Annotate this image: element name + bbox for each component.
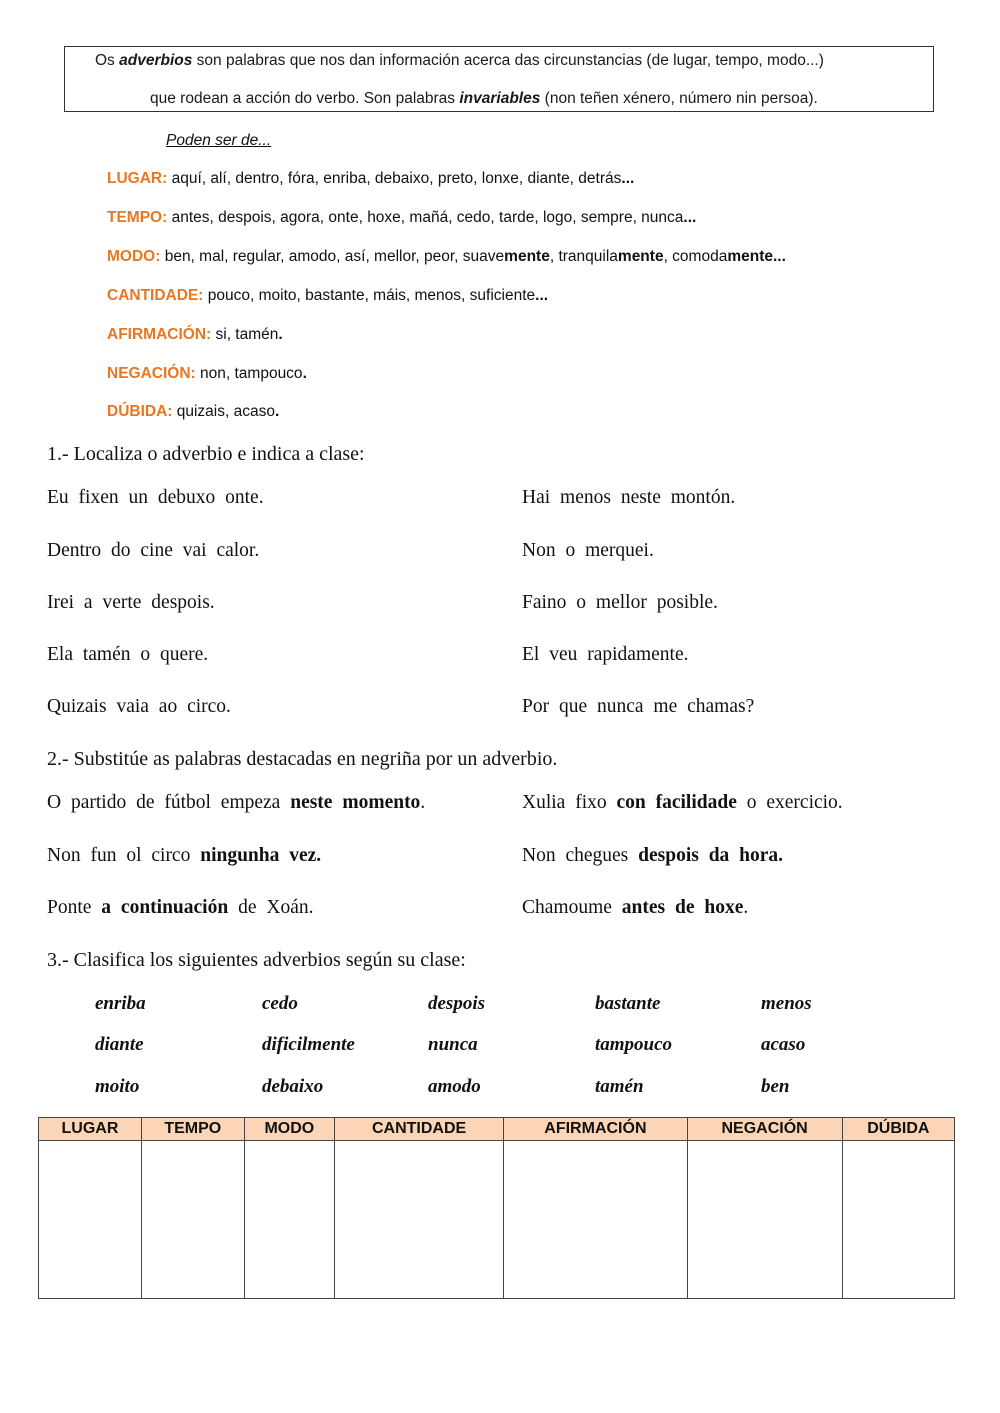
ex1-sentence: El veu rapidamente. (522, 644, 689, 665)
definition-line-1: Os adverbios son palabras que nos dan información acerca das circunstancias (de lugar, tempo, modo...) (95, 52, 824, 69)
exercise-3-title: 3.- Clasifica los siguientes adverbios según su clase: (47, 949, 466, 971)
table-row (39, 1141, 955, 1299)
adverb-word: enriba (95, 993, 146, 1014)
header-dubida: DÚBIDA (842, 1118, 954, 1141)
highlighted-phrase: ningunha vez. (200, 845, 322, 866)
ex1-sentence: Hai menos neste montón. (522, 487, 736, 508)
ex1-sentence: Eu fixen un debuxo onte. (47, 487, 264, 508)
adverb-word: diante (95, 1034, 144, 1055)
header-tempo: TEMPO (141, 1118, 244, 1141)
class-modo: MODO: ben, mal, regular, amodo, así, mellor, peor, suavemente, tranquilamente, comodamente... (107, 248, 786, 265)
header-modo: MODO (244, 1118, 334, 1141)
answer-cell-tempo[interactable] (141, 1141, 244, 1299)
header-cantidade: CANTIDADE (334, 1118, 503, 1141)
adverb-word: dificilmente (262, 1034, 355, 1055)
adverb-word: amodo (428, 1076, 481, 1097)
answer-cell-afirmacion[interactable] (504, 1141, 687, 1299)
adverb-word: tamén (595, 1076, 644, 1097)
answer-cell-negacion[interactable] (687, 1141, 842, 1299)
header-negacion: NEGACIÓN (687, 1118, 842, 1141)
ex1-sentence: Quizais vaia ao circo. (47, 696, 231, 717)
answer-cell-cantidade[interactable] (334, 1141, 503, 1299)
adverb-word: moito (95, 1076, 140, 1097)
highlighted-phrase: antes de hoxe (621, 897, 744, 918)
adverb-word: ben (761, 1076, 790, 1097)
ex2-sentence: O partido de fútbol empeza neste momento. (47, 792, 426, 813)
header-lugar: LUGAR (39, 1118, 142, 1141)
ex1-sentence: Non o merquei. (522, 540, 654, 561)
highlighted-phrase: con facilidade (616, 792, 737, 813)
adverb-word: nunca (428, 1034, 478, 1055)
ex2-sentence: Xulia fixo con facilidade o exercicio. (522, 792, 843, 813)
poden-ser-heading: Poden ser de... (166, 132, 272, 149)
table-header-row (39, 1118, 955, 1141)
class-dubida: DÚBIDA: quizais, acaso. (107, 403, 280, 420)
highlighted-phrase: neste momento (290, 792, 421, 813)
class-tempo: TEMPO: antes, despois, agora, onte, hoxe, mañá, cedo, tarde, logo, sempre, nunca... (107, 209, 697, 226)
class-cantidade: CANTIDADE: pouco, moito, bastante, máis, menos, suficiente... (107, 287, 549, 304)
class-lugar: LUGAR: aquí, alí, dentro, fóra, enriba, debaixo, preto, lonxe, diante, detrás... (107, 170, 635, 187)
ex1-sentence: Irei a verte despois. (47, 592, 215, 613)
term-invariables: invariables (459, 90, 541, 107)
adverb-word: despois (428, 993, 485, 1014)
highlighted-phrase: despois da hora. (638, 845, 784, 866)
ex2-sentence: Non fun ol circo ningunha vez. (47, 845, 322, 866)
answer-cell-dubida[interactable] (842, 1141, 954, 1299)
adverb-word: debaixo (262, 1076, 324, 1097)
ex2-sentence: Ponte a continuación de Xoán. (47, 897, 314, 918)
adverb-word: menos (761, 993, 812, 1014)
definition-line-2: que rodean a acción do verbo. Son palabras invariables (non teñen xénero, número nin persoa). (150, 90, 818, 107)
adverb-word: bastante (595, 993, 661, 1014)
ex1-sentence: Por que nunca me chamas? (522, 696, 755, 717)
term-adverbios: adverbios (119, 52, 193, 69)
answer-cell-lugar[interactable] (39, 1141, 142, 1299)
exercise-2-title: 2.- Substitúe as palabras destacadas en negriña por un adverbio. (47, 748, 558, 770)
header-afirmacion: AFIRMACIÓN (504, 1118, 687, 1141)
adverb-word: acaso (761, 1034, 806, 1055)
answer-cell-modo[interactable] (244, 1141, 334, 1299)
ex1-sentence: Dentro do cine vai calor. (47, 540, 260, 561)
highlighted-phrase: a continuación (101, 897, 229, 918)
adverb-word: cedo (262, 993, 298, 1014)
ex2-sentence: Non chegues despois da hora. (522, 845, 784, 866)
exercise-1-title: 1.- Localiza o adverbio e indica a clase: (47, 443, 365, 465)
classification-table (38, 1117, 955, 1299)
class-afirmacion: AFIRMACIÓN: si, tamén. (107, 326, 283, 343)
definition-box (64, 46, 934, 112)
adverb-word: tampouco (595, 1034, 673, 1055)
ex1-sentence: Faino o mellor posible. (522, 592, 718, 613)
ex2-sentence: Chamoume antes de hoxe. (522, 897, 749, 918)
ex1-sentence: Ela tamén o quere. (47, 644, 209, 665)
class-negacion: NEGACIÓN: non, tampouco. (107, 365, 307, 382)
